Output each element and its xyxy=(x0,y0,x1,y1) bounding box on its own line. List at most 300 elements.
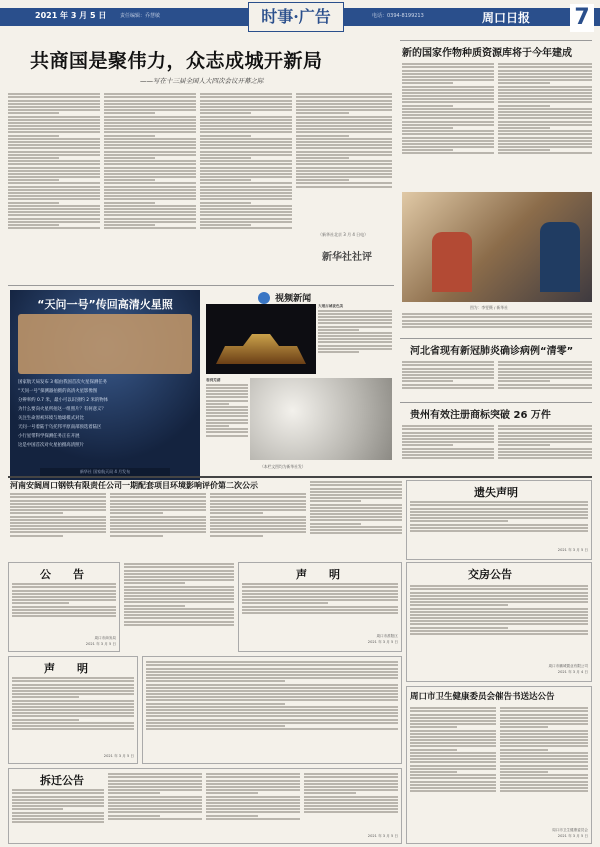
text-line xyxy=(500,784,588,786)
text-line xyxy=(200,119,292,121)
text-line xyxy=(402,316,592,318)
text-line xyxy=(200,182,292,184)
text-line xyxy=(200,221,292,223)
text-line xyxy=(402,89,494,91)
text-line xyxy=(402,152,494,154)
text-line xyxy=(402,76,494,78)
text-line xyxy=(12,728,134,730)
text-line xyxy=(200,173,292,175)
text-line xyxy=(410,623,588,625)
text-line xyxy=(8,195,100,197)
text-line xyxy=(10,531,106,533)
text-line xyxy=(110,522,206,524)
demolish-date: 2021 年 3 月 5 日 xyxy=(367,834,398,838)
text-line xyxy=(296,163,392,165)
text-line xyxy=(304,805,398,807)
text-line xyxy=(242,599,398,601)
text-line xyxy=(8,116,100,118)
text-line xyxy=(318,345,392,347)
text-line xyxy=(110,506,206,508)
text-line xyxy=(200,112,251,114)
text-line xyxy=(200,208,292,210)
text-line xyxy=(104,160,196,162)
text-line xyxy=(498,137,592,139)
eia-notice-body-4 xyxy=(310,480,402,558)
text-line xyxy=(104,93,196,95)
text-line xyxy=(210,519,306,521)
text-line xyxy=(104,116,196,118)
text-line xyxy=(318,310,392,312)
text-line xyxy=(124,570,234,572)
statement-title-2: 声 明 xyxy=(44,662,88,675)
text-line xyxy=(500,774,588,776)
text-line xyxy=(146,709,398,711)
text-line xyxy=(10,525,106,527)
text-line xyxy=(402,364,494,366)
text-line xyxy=(304,783,398,785)
text-line xyxy=(500,742,588,744)
text-line xyxy=(146,687,398,689)
text-line xyxy=(146,696,398,698)
text-line xyxy=(10,512,63,514)
text-line xyxy=(410,598,588,600)
text-line xyxy=(8,125,100,127)
text-line xyxy=(410,752,496,754)
text-line xyxy=(296,151,392,153)
text-line xyxy=(206,409,248,411)
text-line xyxy=(146,706,398,708)
text-line xyxy=(104,221,196,223)
text-line xyxy=(402,79,494,81)
text-line xyxy=(146,693,398,695)
text-line xyxy=(124,601,234,603)
text-line xyxy=(498,146,592,148)
poster-line: 关注生命原初环境与地球模式对比 xyxy=(18,416,84,421)
text-line xyxy=(498,114,592,116)
text-line xyxy=(8,109,100,111)
text-line xyxy=(10,506,106,508)
text-line xyxy=(410,761,496,763)
text-line xyxy=(124,595,234,597)
text-line xyxy=(242,612,398,614)
text-line xyxy=(310,497,402,499)
text-line xyxy=(410,733,496,735)
text-line xyxy=(104,103,196,105)
text-line xyxy=(8,167,100,169)
text-line xyxy=(110,531,206,533)
text-line xyxy=(108,776,202,778)
text-line xyxy=(310,504,402,506)
text-line xyxy=(206,396,248,398)
text-line xyxy=(310,484,402,486)
text-line xyxy=(200,103,292,105)
text-line xyxy=(104,125,196,127)
text-line xyxy=(12,805,104,807)
editor-credit: 责任编辑：乔慧敏 xyxy=(120,13,161,19)
text-line xyxy=(200,128,292,130)
text-line xyxy=(410,771,457,773)
text-line xyxy=(200,125,292,127)
text-line xyxy=(146,699,398,701)
text-line xyxy=(242,583,398,585)
text-line xyxy=(8,214,100,216)
text-line xyxy=(318,313,392,315)
text-line xyxy=(108,811,202,813)
text-line xyxy=(8,122,100,124)
text-line xyxy=(8,205,100,207)
text-line xyxy=(402,457,494,459)
text-line xyxy=(124,624,234,626)
text-line xyxy=(410,617,588,619)
text-line xyxy=(500,720,588,722)
market-photo-caption: 图为：李雯摄 / 新华社 xyxy=(470,305,508,310)
text-line xyxy=(206,811,300,813)
text-line xyxy=(410,749,457,751)
text-line xyxy=(206,400,248,402)
text-line xyxy=(8,192,100,194)
text-line xyxy=(498,117,592,119)
text-line xyxy=(304,786,398,788)
text-line xyxy=(104,112,155,114)
text-line xyxy=(110,496,206,498)
poster-line: “天问一号”探测器拍摄的高清火星影像图 xyxy=(18,389,98,394)
text-line xyxy=(200,227,292,229)
text-line xyxy=(12,593,116,595)
page-number: 7 xyxy=(570,4,594,32)
text-line xyxy=(402,448,494,450)
officer-figure xyxy=(540,222,580,292)
text-line xyxy=(402,98,494,100)
text-line xyxy=(200,224,251,226)
text-line xyxy=(8,100,100,102)
text-line xyxy=(498,438,592,440)
text-line xyxy=(242,590,398,592)
text-line xyxy=(296,154,392,156)
text-line xyxy=(410,726,457,728)
text-line xyxy=(110,519,206,521)
text-line xyxy=(8,160,100,162)
text-line xyxy=(110,509,206,511)
text-line xyxy=(296,144,392,146)
text-line xyxy=(500,755,588,757)
text-line xyxy=(10,496,106,498)
text-line xyxy=(8,189,100,191)
text-line xyxy=(200,189,292,191)
text-line xyxy=(410,707,496,709)
text-line xyxy=(498,368,592,370)
text-line xyxy=(124,617,234,619)
text-line xyxy=(8,154,100,156)
statement-date-2: 2021 年 3 月 5 日 xyxy=(103,754,134,758)
text-line xyxy=(498,63,592,65)
text-line xyxy=(498,105,550,107)
text-line xyxy=(104,96,196,98)
text-line xyxy=(200,163,292,165)
text-line xyxy=(12,700,134,702)
demolish-body-4 xyxy=(304,772,398,832)
text-line xyxy=(210,509,306,511)
text-line xyxy=(498,371,592,373)
text-line xyxy=(104,211,196,213)
text-line xyxy=(242,609,398,611)
text-line xyxy=(108,802,202,804)
text-line xyxy=(402,425,494,427)
poster-line: 天问一号着陆于乌托邦平原南部预选着陆区 xyxy=(18,425,102,430)
text-line xyxy=(318,335,392,337)
text-line xyxy=(296,96,392,98)
text-line xyxy=(500,733,588,735)
text-line xyxy=(296,182,392,184)
text-line xyxy=(402,143,494,145)
right-news-body-1a xyxy=(402,62,494,190)
text-line xyxy=(310,507,402,509)
text-line xyxy=(104,163,196,165)
text-line xyxy=(410,633,588,635)
text-line xyxy=(304,792,356,794)
text-line xyxy=(402,82,453,84)
text-line xyxy=(146,684,398,686)
text-line xyxy=(8,211,100,213)
statement-body-2 xyxy=(12,676,134,752)
globe-icon xyxy=(258,292,270,304)
text-line xyxy=(402,444,453,446)
text-line xyxy=(402,387,494,389)
text-line xyxy=(296,167,392,169)
text-line xyxy=(402,438,494,440)
text-line xyxy=(410,739,496,741)
text-line xyxy=(200,147,292,149)
statement-foot-1: 周口市淮阳区 xyxy=(376,634,398,638)
text-line xyxy=(146,725,285,727)
text-line xyxy=(304,780,398,782)
text-line xyxy=(8,112,59,114)
text-line xyxy=(200,135,251,137)
right-news-body-1b xyxy=(498,62,592,190)
statement-title-1: 声 明 xyxy=(296,568,340,581)
text-line xyxy=(206,419,248,421)
text-line xyxy=(410,595,588,597)
text-line xyxy=(206,815,258,817)
text-line xyxy=(410,592,588,594)
health-notice-body-2 xyxy=(500,706,588,826)
text-line xyxy=(402,149,453,151)
text-line xyxy=(296,141,392,143)
text-line xyxy=(296,116,392,118)
text-line xyxy=(12,677,134,679)
text-line xyxy=(500,781,588,783)
text-line xyxy=(8,138,100,140)
text-line xyxy=(296,106,392,108)
text-line xyxy=(8,119,100,121)
text-line xyxy=(12,792,104,794)
text-line xyxy=(12,796,104,798)
text-line xyxy=(12,812,104,814)
text-line xyxy=(10,500,106,502)
text-line xyxy=(498,76,592,78)
text-line xyxy=(410,765,496,767)
text-line xyxy=(410,710,496,712)
text-line xyxy=(206,808,300,810)
text-line xyxy=(200,202,251,204)
text-line xyxy=(200,192,292,194)
right-rule-2 xyxy=(400,338,592,339)
lead-body-col-1 xyxy=(8,92,100,282)
text-line xyxy=(124,579,234,581)
text-line xyxy=(498,428,592,430)
issue-date: 2021 年 3 月 5 日 xyxy=(35,11,107,20)
text-line xyxy=(104,106,196,108)
text-line xyxy=(8,224,59,226)
text-line xyxy=(410,511,588,513)
text-line xyxy=(500,736,588,738)
lost-notice-date: 2021 年 3 月 5 日 xyxy=(557,548,588,552)
text-line xyxy=(296,131,392,133)
text-line xyxy=(498,140,592,142)
text-line xyxy=(402,114,494,116)
text-line xyxy=(498,441,592,443)
text-line xyxy=(410,611,588,613)
text-line xyxy=(12,687,134,689)
text-line xyxy=(304,799,398,801)
text-line xyxy=(8,170,100,172)
text-line xyxy=(498,101,592,103)
text-line xyxy=(500,739,588,741)
text-line xyxy=(8,227,100,229)
text-line xyxy=(104,119,196,121)
text-line xyxy=(210,522,306,524)
text-line xyxy=(10,528,106,530)
text-line xyxy=(500,761,588,763)
text-line xyxy=(124,586,234,588)
text-line xyxy=(500,707,588,709)
text-line xyxy=(498,66,592,68)
lead-divider xyxy=(8,285,394,286)
text-line xyxy=(108,792,160,794)
lead-headline: 共商国是聚伟力，众志成城开新局 xyxy=(30,50,323,72)
text-line xyxy=(500,726,548,728)
transfer-notice-foot: 周口市鹏城置业有限公司 xyxy=(548,664,588,668)
text-line xyxy=(242,593,398,595)
text-line xyxy=(402,432,494,434)
text-line xyxy=(410,755,496,757)
text-line xyxy=(318,338,392,340)
text-line xyxy=(402,86,494,88)
text-line xyxy=(146,712,398,714)
text-line xyxy=(498,73,592,75)
text-line xyxy=(304,796,398,798)
text-line xyxy=(8,186,100,188)
text-line xyxy=(108,818,202,820)
text-line xyxy=(410,758,496,760)
text-line xyxy=(110,493,206,495)
text-line xyxy=(402,95,494,97)
text-line xyxy=(104,182,196,184)
text-line xyxy=(104,167,196,169)
text-line xyxy=(206,792,258,794)
mars-surface-image xyxy=(18,314,192,374)
text-line xyxy=(402,63,494,65)
text-line xyxy=(146,680,285,682)
text-line xyxy=(296,179,349,181)
mars-poster xyxy=(10,290,200,480)
text-line xyxy=(200,93,292,95)
text-line xyxy=(104,202,155,204)
text-line xyxy=(402,326,592,328)
text-line xyxy=(104,208,196,210)
text-line xyxy=(200,195,292,197)
text-line xyxy=(500,717,588,719)
text-line xyxy=(498,425,592,427)
text-line xyxy=(200,106,292,108)
text-line xyxy=(410,604,508,606)
text-line xyxy=(498,374,592,376)
text-line xyxy=(410,730,496,732)
text-line xyxy=(498,86,592,88)
text-line xyxy=(500,710,588,712)
text-line xyxy=(498,380,550,382)
text-line xyxy=(402,384,494,386)
text-line xyxy=(12,815,104,817)
text-line xyxy=(108,796,202,798)
text-line xyxy=(200,179,251,181)
text-line xyxy=(310,488,402,490)
text-line xyxy=(296,93,392,95)
text-line xyxy=(124,605,185,607)
text-line xyxy=(200,109,292,111)
text-line xyxy=(110,500,206,502)
text-line xyxy=(104,128,196,130)
text-line xyxy=(200,157,251,159)
text-line xyxy=(146,719,398,721)
text-line xyxy=(498,149,550,151)
text-line xyxy=(206,422,248,424)
text-line xyxy=(124,576,234,578)
dali-caption-text xyxy=(318,304,392,374)
text-line xyxy=(318,332,392,334)
text-line xyxy=(10,522,106,524)
text-line xyxy=(124,563,234,565)
text-line xyxy=(12,684,134,686)
text-line xyxy=(410,787,496,789)
text-line xyxy=(206,415,248,417)
text-line xyxy=(200,218,292,220)
text-line xyxy=(104,138,196,140)
text-line xyxy=(206,818,300,820)
announce-body xyxy=(12,582,116,634)
text-line xyxy=(12,693,134,695)
text-line xyxy=(498,124,592,126)
text-line xyxy=(110,535,163,537)
text-line xyxy=(200,186,292,188)
text-line xyxy=(12,690,134,692)
text-line xyxy=(410,614,588,616)
text-line xyxy=(498,364,592,366)
text-line xyxy=(296,186,392,188)
text-line xyxy=(104,157,155,159)
text-line xyxy=(8,144,100,146)
text-line xyxy=(410,608,588,610)
text-line xyxy=(104,214,196,216)
text-line xyxy=(296,138,392,140)
text-line xyxy=(310,500,361,502)
text-line xyxy=(310,532,402,534)
text-line xyxy=(498,361,592,363)
text-line xyxy=(206,412,248,414)
text-line xyxy=(304,808,398,810)
text-line xyxy=(402,368,494,370)
text-line xyxy=(410,714,496,716)
text-line xyxy=(206,796,300,798)
